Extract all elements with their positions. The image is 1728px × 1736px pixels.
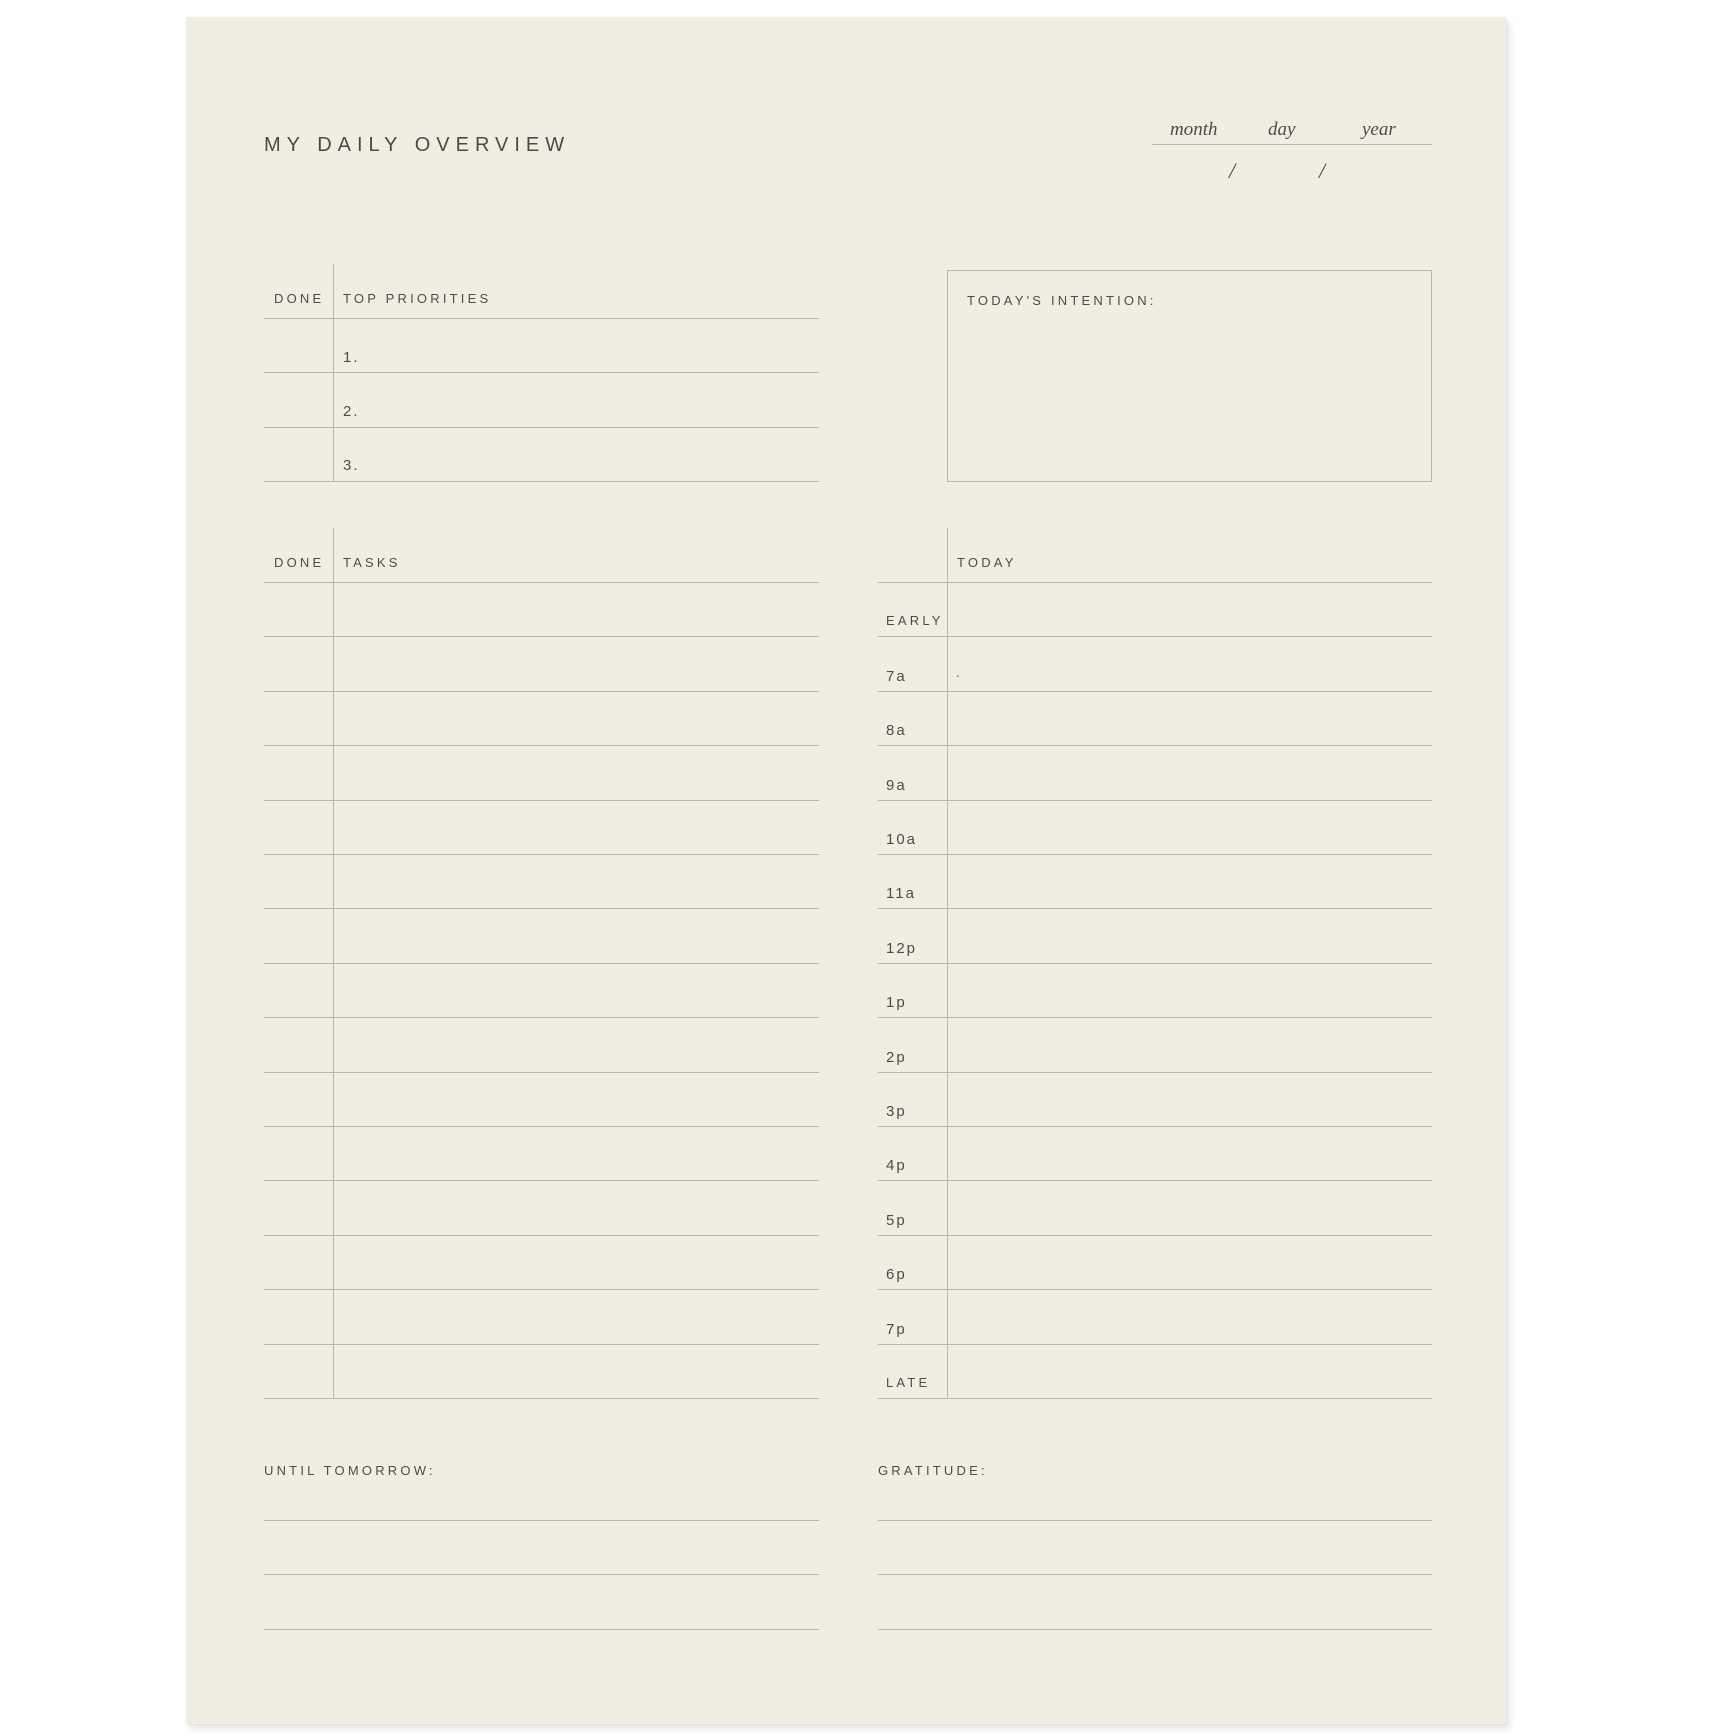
schedule-hour-label: 4p bbox=[886, 1157, 907, 1175]
schedule-hour-label: 10a bbox=[886, 831, 918, 848]
task-row-rule[interactable] bbox=[264, 745, 819, 746]
task-row-rule[interactable] bbox=[264, 963, 819, 964]
schedule-row-rule[interactable] bbox=[878, 1017, 1432, 1018]
schedule-hour-label: 9a bbox=[886, 776, 907, 794]
schedule-row-rule[interactable] bbox=[878, 800, 1432, 801]
gratitude-label: GRATITUDE: bbox=[878, 1463, 988, 1478]
task-row-rule[interactable] bbox=[264, 636, 819, 637]
schedule-hour-label: 11a bbox=[886, 885, 916, 903]
schedule-hour-label: LATE bbox=[886, 1375, 931, 1390]
schedule-hour-label: 8a bbox=[886, 722, 907, 740]
priorities-rule-1 bbox=[264, 372, 819, 373]
gratitude-line[interactable] bbox=[878, 1574, 1432, 1575]
schedule-row-rule[interactable] bbox=[878, 1235, 1432, 1236]
tasks-header-rule bbox=[264, 582, 819, 583]
schedule-hour-label: 7a bbox=[886, 667, 907, 685]
date-month-label: month bbox=[1170, 119, 1218, 140]
schedule-hour-label: 7p bbox=[886, 1320, 907, 1338]
schedule-row-rule[interactable] bbox=[878, 854, 1432, 855]
schedule-hour-label: 3p bbox=[886, 1103, 907, 1120]
task-row-rule[interactable] bbox=[264, 854, 819, 855]
until-tomorrow-line[interactable] bbox=[264, 1629, 819, 1630]
schedule-header-rule bbox=[878, 582, 1432, 583]
priority-3-number: 3. bbox=[343, 457, 360, 474]
schedule-row-rule[interactable] bbox=[878, 1072, 1432, 1073]
until-tomorrow-label: UNTIL TOMORROW: bbox=[264, 1463, 436, 1478]
date-day-label: day bbox=[1268, 119, 1296, 140]
task-row-rule[interactable] bbox=[264, 1017, 819, 1018]
gratitude-line[interactable] bbox=[878, 1520, 1432, 1521]
date-slash-2: / bbox=[1319, 158, 1326, 183]
until-tomorrow-line[interactable] bbox=[264, 1574, 819, 1575]
priorities-done-header: DONE bbox=[274, 291, 325, 306]
page-title: MY DAILY OVERVIEW bbox=[264, 134, 571, 156]
date-slash-1: / bbox=[1229, 158, 1236, 183]
intention-label: TODAY'S INTENTION: bbox=[967, 293, 1157, 308]
task-row-rule[interactable] bbox=[264, 908, 819, 909]
gratitude-line[interactable] bbox=[878, 1629, 1432, 1630]
schedule-row-rule[interactable] bbox=[878, 691, 1432, 692]
task-row-rule[interactable] bbox=[264, 1398, 819, 1399]
schedule-row-rule[interactable] bbox=[878, 1344, 1432, 1345]
priorities-heading: TOP PRIORITIES bbox=[343, 291, 492, 306]
schedule-hour-label: 5p bbox=[886, 1211, 907, 1229]
priority-1-number: 1. bbox=[343, 349, 360, 366]
schedule-row-rule[interactable] bbox=[878, 1180, 1432, 1181]
tasks-heading: TASKS bbox=[343, 555, 401, 570]
until-tomorrow-line[interactable] bbox=[264, 1520, 819, 1521]
task-row-rule[interactable] bbox=[264, 1289, 819, 1290]
schedule-heading: TODAY bbox=[957, 555, 1017, 570]
schedule-row-rule[interactable] bbox=[878, 1126, 1432, 1127]
date-year-label: year bbox=[1362, 119, 1396, 140]
priorities-rule-2 bbox=[264, 427, 819, 428]
task-row-rule[interactable] bbox=[264, 1235, 819, 1236]
task-row-rule[interactable] bbox=[264, 800, 819, 801]
schedule-row-rule[interactable] bbox=[878, 1289, 1432, 1290]
schedule-row-rule[interactable] bbox=[878, 745, 1432, 746]
schedule-hour-label: EARLY bbox=[886, 613, 944, 629]
schedule-hour-label: 12p bbox=[886, 939, 918, 957]
schedule-row-rule[interactable] bbox=[878, 963, 1432, 964]
task-row-rule[interactable] bbox=[264, 1126, 819, 1127]
schedule-hour-label: 2p bbox=[886, 1048, 907, 1066]
schedule-row-rule[interactable] bbox=[878, 908, 1432, 909]
date-underline bbox=[1152, 144, 1432, 145]
stray-mark: . bbox=[956, 664, 960, 680]
task-row-rule[interactable] bbox=[264, 1180, 819, 1181]
priorities-rule-3 bbox=[264, 481, 819, 482]
schedule-row-rule[interactable] bbox=[878, 1398, 1432, 1399]
task-row-rule[interactable] bbox=[264, 1344, 819, 1345]
tasks-done-header: DONE bbox=[274, 555, 325, 570]
task-row-rule[interactable] bbox=[264, 1072, 819, 1073]
task-row-rule[interactable] bbox=[264, 691, 819, 692]
priorities-header-rule bbox=[264, 318, 819, 319]
schedule-row-rule[interactable] bbox=[878, 636, 1432, 637]
schedule-hour-label: 1p bbox=[886, 994, 907, 1012]
schedule-hour-label: 6p bbox=[886, 1266, 907, 1284]
priority-2-number: 2. bbox=[343, 403, 360, 420]
